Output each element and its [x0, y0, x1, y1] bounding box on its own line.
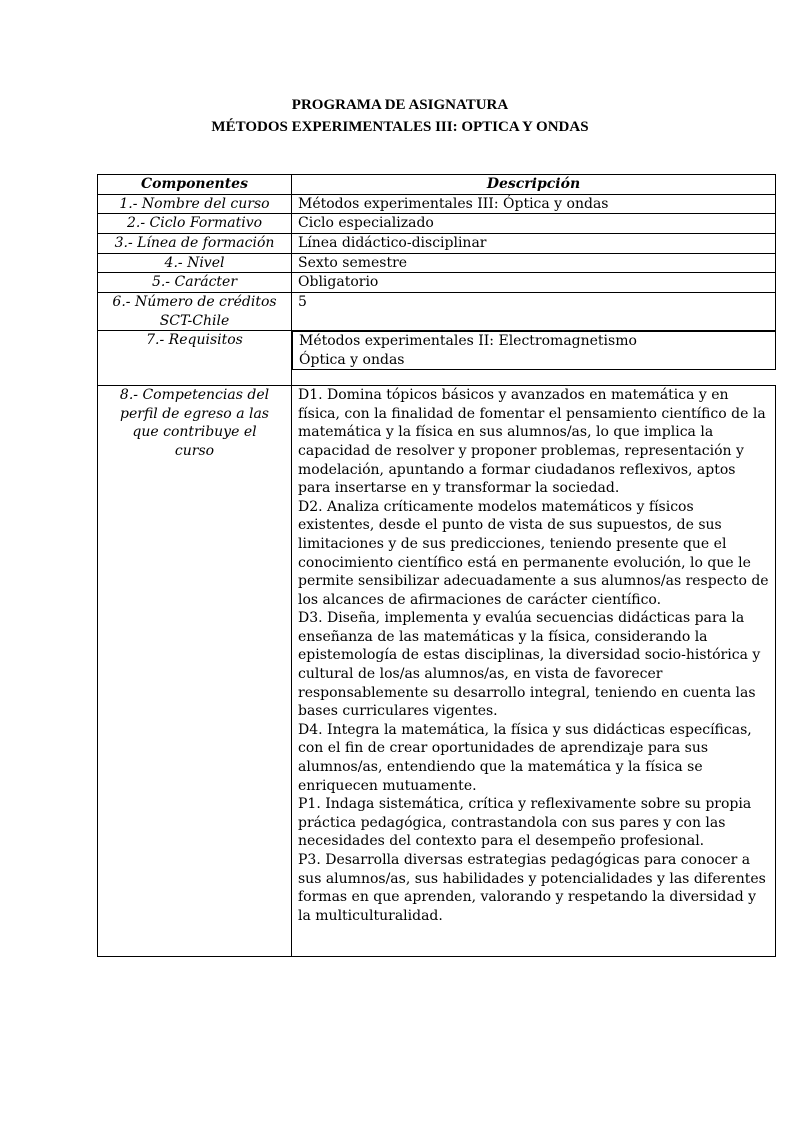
component-requisitos: 7.- Requisitos — [98, 331, 292, 386]
description-requisitos: Métodos experimentales II: Electromagnetismo Óptica y ondas — [292, 331, 776, 370]
table-row — [98, 273, 776, 293]
description-caracter: Obligatorio — [292, 273, 776, 293]
table-row — [98, 386, 776, 957]
table-row — [98, 214, 776, 234]
table-row — [98, 331, 776, 386]
description-competencias — [292, 386, 776, 957]
component-nivel: 4.- Nivel — [98, 253, 292, 273]
course-title: MÉTODOS EXPERIMENTALES III: OPTICA Y ONDAS — [211, 119, 589, 135]
competency-d4: D4. Integra la matemática, la física y sus didácticas específicas, con el fin de crear oportunidades de aprendizaje para sus alumnos/as, entendiendo que la matemática y la física se enriquecen mutuamente. — [298, 721, 752, 794]
table-row — [98, 253, 776, 273]
program-table — [97, 174, 776, 957]
header-descripcion: Descripción — [292, 175, 776, 195]
component-ciclo-formativo: 2.- Ciclo Formativo — [98, 214, 292, 234]
description-nivel: Sexto semestre — [292, 253, 776, 273]
competency-p1: P1. Indaga sistemática, crítica y reflexivamente sobre su propia práctica pedagógica, contrastandola con sus pares y con las necesidades del contexto para el desempeño profesional. — [298, 796, 752, 850]
component-linea-de-formacion: 3.- Línea de formación — [98, 233, 292, 253]
competency-p3: P3. Desarrolla diversas estrategias pedagógicas para conocer a sus alumnos/as, sus habilidades y potencialidades y las diferentes formas en que aprenden, valorando y respetando la diversidad y la multiculturalidad. — [298, 852, 766, 924]
competency-d2: D2. Analiza críticamente modelos matemáticos y físicos existentes, desde el punto de vista de sus supuestos, de sus limitaciones y de sus predicciones, teniendo presente que el conocimiento científico está en permanente evolución, lo que le permite sensibilizar adecuadamente a sus alumnos/as respecto de los alcances de afirmaciones de carácter científico. — [298, 498, 769, 608]
description-linea-de-formacion: Línea didáctico-disciplinar — [292, 233, 776, 253]
description-numero-de-creditos: 5 — [292, 292, 776, 330]
description-nombre-del-curso: Métodos experimentales III: Óptica y ondas — [292, 194, 776, 214]
competency-d3: D3. Diseña, implementa y evalúa secuencias didácticas para la enseñanza de las matemáticas y la física, considerando la epistemología de estas disciplinas, la diversidad socio-histórica y cultural de los/as alumnos/as, en vista de favorecer responsablemente su desarrollo integral, teniendo en cuenta las bases curriculares vigentes. — [298, 610, 761, 720]
table-header-row — [98, 175, 776, 195]
component-numero-de-creditos: 6.- Número de créditos SCT-Chile — [98, 292, 292, 330]
description-ciclo-formativo: Ciclo especializado — [292, 214, 776, 234]
table-row — [98, 233, 776, 253]
component-competencias: 8.- Competencias del perfil de egreso a las que contribuye el curso — [98, 386, 292, 957]
header-componentes: Componentes — [98, 175, 292, 195]
component-caracter: 5.- Carácter — [98, 273, 292, 293]
table-row — [98, 292, 776, 330]
document-title: PROGRAMA DE ASIGNATURA — [291, 97, 509, 113]
competency-d1: D1. Domina tópicos básicos y avanzados en matemática y en física, con la finalidad de fomentar el pensamiento científico de la matemática y la física en sus alumnos/as, lo que implica la capacidad de resolver y proponer problemas, representación y modelación, apuntando a formar ciudadanos reflexivos, aptos para insertarse en y transformar la sociedad. — [298, 387, 766, 497]
table-row — [98, 194, 776, 214]
component-nombre-del-curso: 1.- Nombre del curso — [98, 194, 292, 214]
